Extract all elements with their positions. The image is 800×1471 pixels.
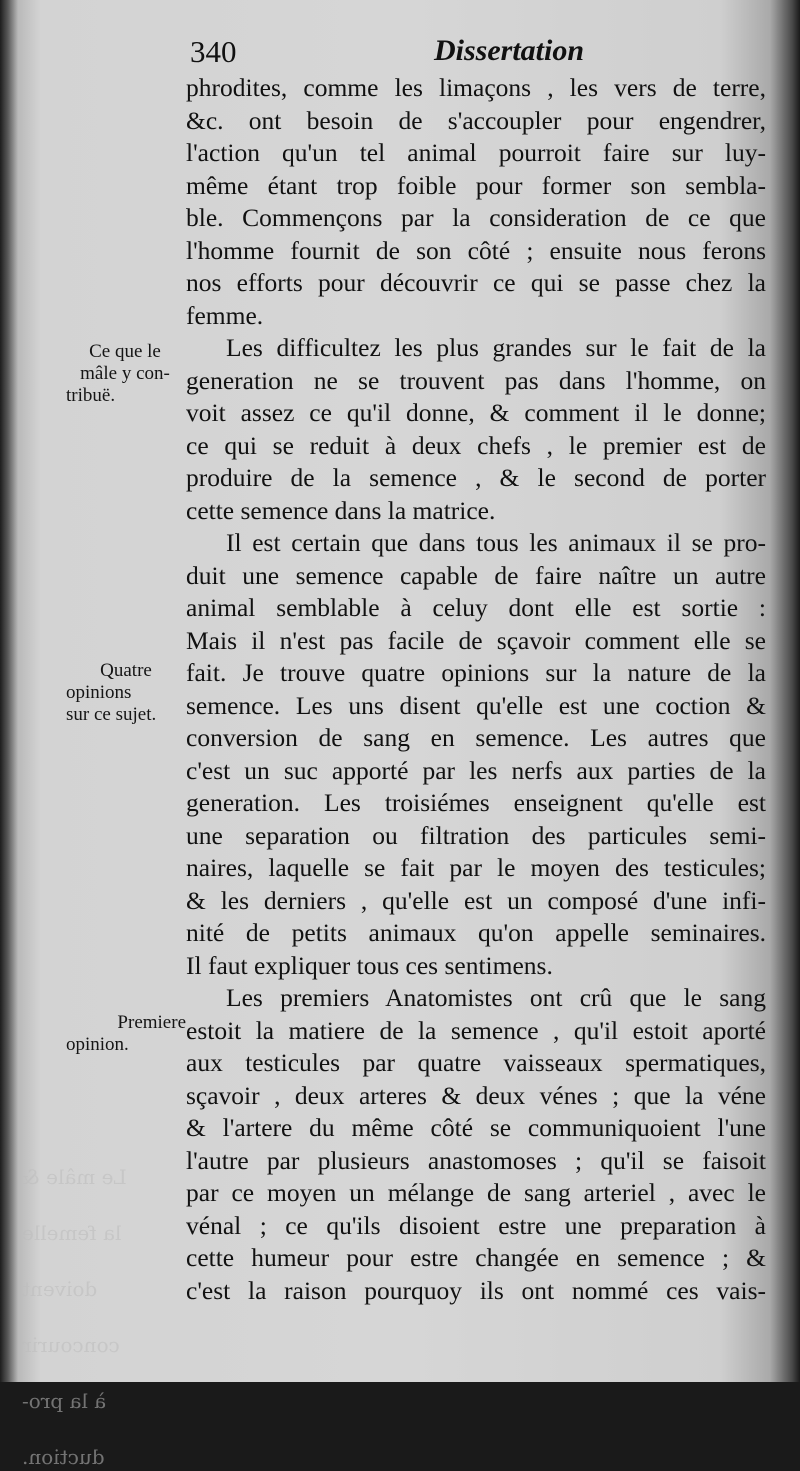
margin-note-line: sur ce sujet. xyxy=(66,704,157,725)
text-line: generation ne se trouvent pas dans l'homme, on xyxy=(186,365,766,395)
text-line: &c. ont besoin de s'accoupler pour engendrer, xyxy=(186,105,766,135)
margin-note-line: opinions xyxy=(66,682,132,703)
text-line: Les premiers Anatomistes ont crû que le sang xyxy=(226,983,766,1012)
main-text xyxy=(186,72,766,1307)
text-line: c'est la raison pourquoy ils ont nommé ces vais- xyxy=(186,1275,766,1305)
paragraph xyxy=(186,982,766,1307)
running-title: Dissertation xyxy=(434,34,585,67)
text-line: produire de la semence , & le second de porter xyxy=(186,463,766,492)
margin-note-line: Quatre xyxy=(100,660,152,681)
page-header xyxy=(190,34,620,74)
text-line: phrodites, comme les limaçons , les vers de terre, xyxy=(186,73,766,102)
text-line: naires, laquelle se fait par le moyen des testicules; xyxy=(186,853,766,882)
margin-note-line: Ce que le xyxy=(89,341,161,362)
text-line: ble. Commençons par la consideration de ce que xyxy=(186,203,766,232)
margin-note-first-opinion xyxy=(66,1012,186,1056)
bleed-line: concourir xyxy=(22,1333,120,1357)
text-line: duit une semence capable de faire naître un autre xyxy=(186,560,766,590)
paragraph xyxy=(186,72,766,332)
text-line: vénal ; ce qu'ils disoient estre une preparation à xyxy=(186,1210,766,1240)
text-line: Mais il n'est pas facile de sçavoir comment elle se xyxy=(186,625,766,655)
bleed-line: Le mâle & xyxy=(22,1165,127,1189)
text-line: même étant trop foible pour former son sembla- xyxy=(186,170,766,200)
bleed-through-text xyxy=(22,1135,162,1471)
text-line: sçavoir , deux arteres & deux vénes ; que la véne xyxy=(186,1080,766,1110)
text-line: femme. xyxy=(186,300,264,330)
page-number: 340 xyxy=(190,34,237,69)
margin-note-line: mâle y con- xyxy=(80,363,170,384)
text-line: l'autre par plusieurs anastomoses ; qu'il se faisoit xyxy=(186,1145,766,1175)
text-line: & les derniers , qu'elle est un composé d'une infi- xyxy=(186,885,766,915)
text-line: aux testicules par quatre vaisseaux spermatiques, xyxy=(186,1048,766,1077)
text-line: nité de petits animaux qu'on appelle seminaires. xyxy=(186,918,766,947)
margin-note-opinions xyxy=(66,660,186,726)
text-line: Il est certain que dans tous les animaux il se pro- xyxy=(226,528,766,557)
paragraph xyxy=(186,527,766,982)
text-line: par ce moyen un mélange de sang arteriel , avec le xyxy=(186,1178,766,1207)
text-line: & l'artere du même côté se communiquoient l'une xyxy=(186,1113,766,1142)
text-line: estoit la matiere de la semence , qu'il estoit aporté xyxy=(186,1015,766,1045)
text-line: l'homme fournit de son côté ; ensuite nous ferons xyxy=(186,235,766,265)
bleed-line: la femelle xyxy=(22,1221,122,1245)
bleed-line: doivent xyxy=(22,1277,98,1301)
text-line: ce qui se reduit à deux chefs , le premier est de xyxy=(186,430,766,460)
text-line: voit assez ce qu'il donne, & comment il le donne; xyxy=(186,398,766,427)
paragraph xyxy=(186,332,766,527)
bleed-line: à la pro- xyxy=(22,1389,107,1413)
text-line: conversion de sang en semence. Les autres que xyxy=(186,723,766,752)
text-line: animal semblable à celuy dont elle est sortie : xyxy=(186,593,766,622)
margin-note-male xyxy=(66,341,184,407)
bleed-line: duction. xyxy=(22,1445,105,1469)
text-line: nos efforts pour découvrir ce qui se passe chez la xyxy=(186,268,766,297)
margin-note-line: Premiere xyxy=(117,1012,186,1033)
text-line: cette humeur pour estre changée en semence ; & xyxy=(186,1243,766,1272)
text-line: Il faut expliquer tous ces sentimens. xyxy=(186,950,553,980)
text-line: generation. Les troisiémes enseignent qu'elle est xyxy=(186,788,766,817)
text-line: une separation ou filtration des particules semi- xyxy=(186,820,766,850)
margin-note-line: tribuë. xyxy=(66,385,116,406)
text-line: Les difficultez les plus grandes sur le fait de la xyxy=(226,333,766,362)
text-line: semence. Les uns disent qu'elle est une coction & xyxy=(186,690,766,720)
text-line: c'est un suc apporté par les nerfs aux parties de la xyxy=(186,755,766,785)
text-line: fait. Je trouve quatre opinions sur la nature de la xyxy=(186,658,766,687)
text-line: l'action qu'un tel animal pourroit faire sur luy- xyxy=(186,138,766,167)
text-line: cette semence dans la matrice. xyxy=(186,495,496,525)
margin-note-line: opinion. xyxy=(66,1034,129,1055)
